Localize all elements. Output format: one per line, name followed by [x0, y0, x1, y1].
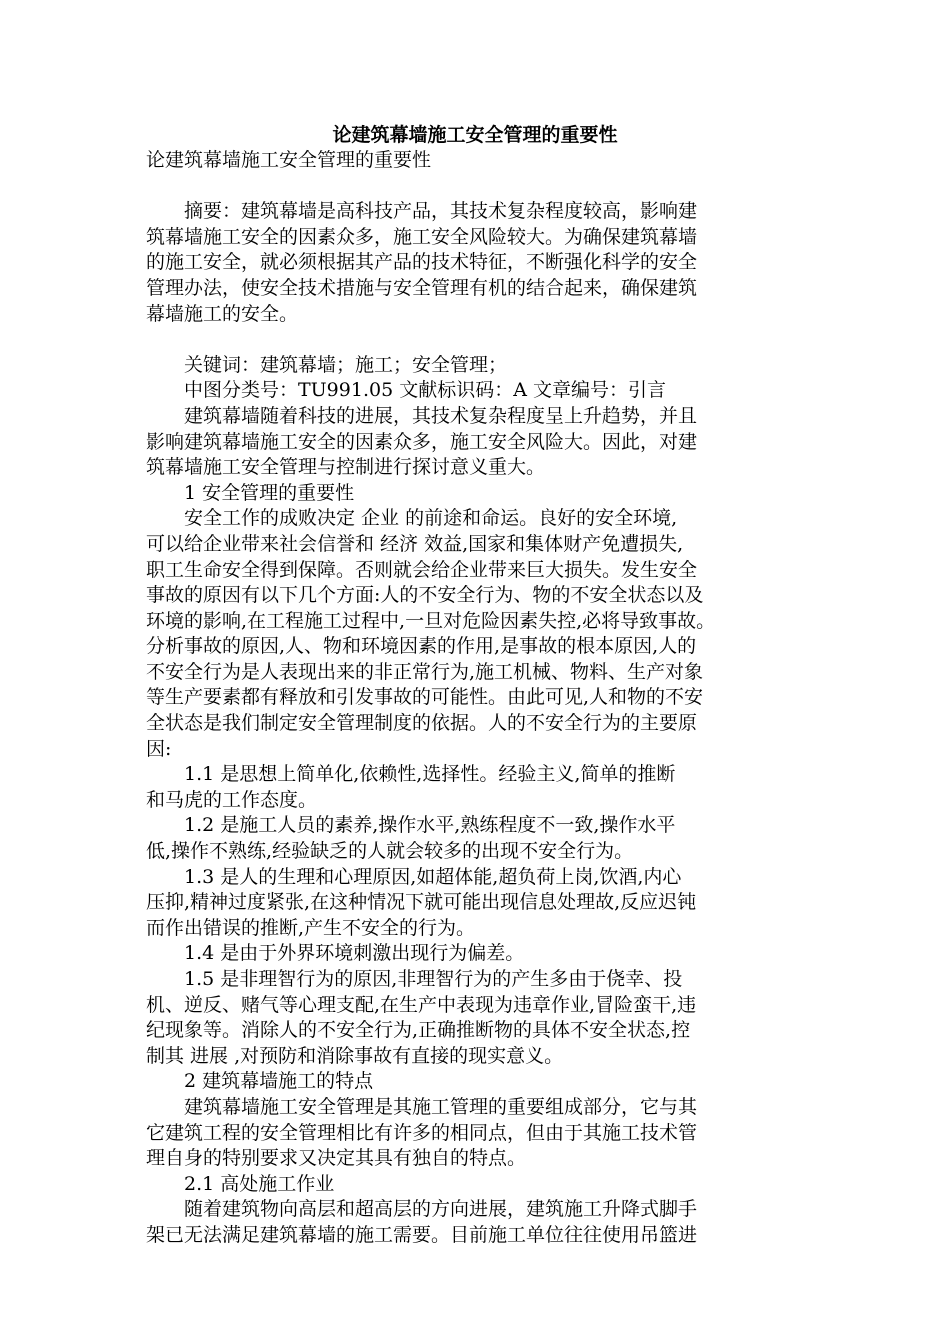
text-line: 随着建筑物向高层和超高层的方向进展，建筑施工升降式脚手: [146, 1198, 698, 1221]
text-line: 安全工作的成败决定 企业 的前途和命运。良好的安全环境,: [146, 507, 678, 530]
text-line: 制其 进展 ,对预防和消除事故有直接的现实意义。: [146, 1044, 564, 1067]
blank-line: [146, 327, 808, 353]
text-line: 环境的影响,在工程施工过程中,一旦对危险因素失控,必将导致事故。: [146, 609, 716, 632]
text-line: 可以给企业带来社会信誉和 经济 效益,国家和集体财产免遭损失,: [146, 532, 684, 555]
text-line: 1 安全管理的重要性: [146, 481, 355, 504]
text-line: 而作出错误的推断,产生不安全的行为。: [146, 916, 476, 939]
text-line: 关键词：建筑幕墙；施工；安全管理；: [146, 353, 508, 376]
text-line: 2 建筑幕墙施工的特点: [146, 1070, 374, 1093]
text-line: 因:: [146, 737, 172, 760]
text-line: 架已无法满足建筑幕墙的施工需要。目前施工单位往往使用吊篮进: [146, 1223, 698, 1246]
text-line: 它建筑工程的安全管理相比有许多的相同点，但由于其施工技术管: [146, 1121, 698, 1144]
text-line: 1.3 是人的生理和心理原因,如超体能,超负荷上岗,饮酒,内心: [146, 865, 682, 888]
text-line: 筑幕墙施工安全管理与控制进行探讨意义重大。: [146, 456, 546, 479]
text-line: 建筑幕墙随着科技的进展，其技术复杂程度呈上升趋势，并且: [146, 404, 698, 427]
text-line: 机、逆反、赌气等心理支配,在生产中表现为违章作业,冒险蛮干,违: [146, 993, 697, 1016]
text-line: 事故的原因有以下几个方面:人的不安全行为、物的不安全状态以及: [146, 584, 704, 607]
text-line: 1.5 是非理智行为的原因,非理智行为的产生多由于侥幸、投: [146, 968, 683, 990]
text-line: 管理办法，使安全技术措施与安全管理有机的结合起来，确保建筑: [146, 276, 698, 299]
text-line: 1.2 是施工人员的素养,操作水平,熟练程度不一致,操作水平: [146, 814, 676, 837]
text-line: 影响建筑幕墙施工安全的因素众多，施工安全风险大。因此，对建: [146, 430, 698, 453]
text-line: 1.1 是思想上简单化,依赖性,选择性。经验主义,简单的推断: [146, 763, 676, 786]
text-line: 筑幕墙施工安全的因素众多，施工安全风险较大。为确保建筑幕墙: [146, 225, 698, 248]
text-line: 等生产要素都有释放和引发事故的可能性。由此可见,人和物的不安: [146, 686, 704, 709]
text-line: 分析事故的原因,人、物和环境因素的作用,是事故的根本原因,人的: [146, 635, 697, 658]
text-line: 压抑,精神过度紧张,在这种情况下就可能出现信息处理故,反应迟钝: [146, 891, 697, 914]
text-line: 和马虎的工作态度。: [146, 788, 318, 811]
text-line: 纪现象等。消除人的不安全行为,正确推断物的具体不安全状态,控: [146, 1019, 691, 1042]
text-line: 低,操作不熟练,经验缺乏的人就会较多的出现不安全行为。: [146, 840, 634, 863]
document-body: [146, 148, 808, 1249]
document-title: 论建筑幕墙施工安全管理的重要性: [332, 124, 618, 146]
text-line: 论建筑幕墙施工安全管理的重要性: [146, 149, 432, 171]
text-line: 不安全行为是人表现出来的非正常行为,施工机械、物料、生产对象: [146, 660, 704, 683]
text-line: 理自身的特别要求又决定其具有独自的特点。: [146, 1147, 527, 1170]
text-line: 全状态是我们制定安全管理制度的依据。人的不安全行为的主要原: [146, 712, 698, 735]
text-line: 幕墙施工的安全。: [146, 302, 299, 325]
text-line: 1.4 是由于外界环境刺激出现行为偏差。: [146, 942, 525, 965]
text-line: 摘要：建筑幕墙是高科技产品，其技术复杂程度较高，影响建: [146, 200, 698, 223]
blank-line: [146, 174, 808, 200]
text-line: 2.1 高处施工作业: [146, 1172, 335, 1195]
text-line: 的施工安全，就必须根据其产品的技术特征，不断强化科学的安全: [146, 251, 698, 274]
text-line: 职工生命安全得到保障。否则就会给企业带来巨大损失。发生安全: [146, 558, 698, 581]
text-line: 中图分类号：TU991.05 文献标识码：A 文章编号：引言: [146, 379, 666, 402]
text-line: 建筑幕墙施工安全管理是其施工管理的重要组成部分，它与其: [146, 1095, 698, 1118]
